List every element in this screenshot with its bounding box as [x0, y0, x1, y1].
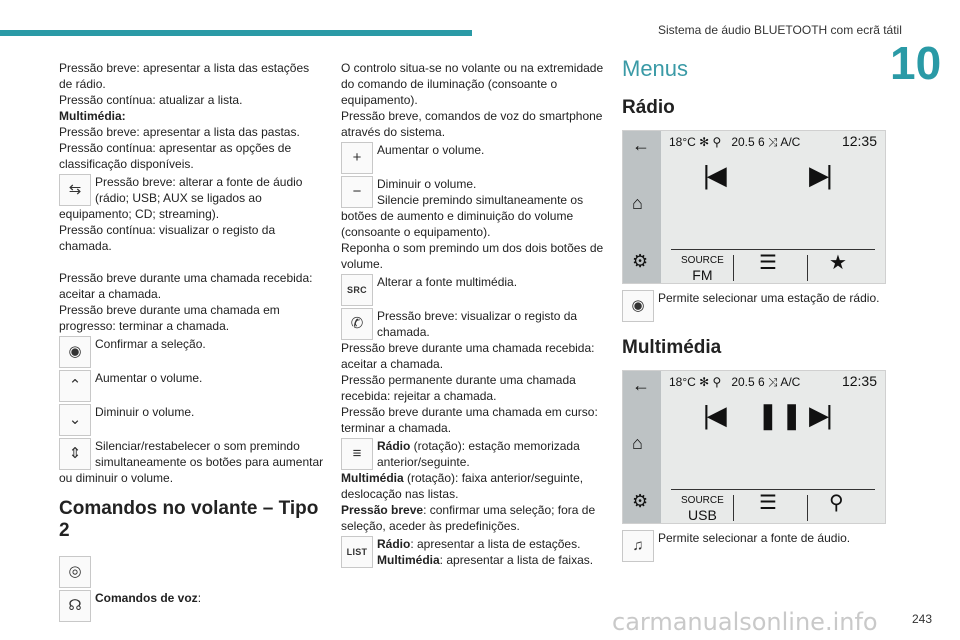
icon-row [59, 404, 325, 436]
text-line: Pressão breve durante uma chamada recebida: aceitar a chamada. [59, 271, 313, 301]
icon-row [341, 438, 605, 470]
text-line: Pressão contínua: atualizar a lista. [59, 93, 243, 107]
radio-icon: ◉ [622, 290, 654, 322]
search-icon: ⚲ [829, 492, 844, 514]
icon-row-text: Silenciar/restabelecer o som premindo simultaneamente os botões para aumentar [95, 439, 324, 469]
multimedia-caption-row [622, 530, 888, 562]
clock: 12:35 [841, 373, 877, 389]
climate-status: 18°C ✻ ⚲ 20.5 6 ⤨ A/C [669, 135, 801, 149]
text-line: equipamento; CD; streaming). [59, 207, 220, 221]
radio-caption: Permite selecionar uma estação de rádio. [658, 291, 880, 305]
chapter-number: 10 [890, 37, 942, 89]
text-line: Pressão breve: apresentar a lista das pastas. [59, 125, 300, 139]
list-icon: LIST [341, 536, 373, 568]
icon-row [341, 274, 605, 306]
list-menu-icon: ☰ [759, 492, 777, 514]
text-line: Pressão breve: apresentar a lista das estações de rádio. [59, 61, 310, 91]
next-icon: ▶| [809, 400, 830, 430]
multimedia-screen [622, 370, 886, 524]
pause-icon: ❚❚ [757, 400, 805, 430]
icon-row-text: Confirmar a seleção. [95, 337, 206, 351]
icon-row-text: Comandos de voz: [95, 591, 202, 605]
previous-icon: |◀ [703, 400, 724, 430]
radio-title: Rádio [622, 97, 675, 118]
volume-down-icon: ⌄ [59, 404, 91, 436]
page-number: 243 [912, 612, 933, 626]
radio-caption-row [622, 290, 888, 322]
home-icon: ⌂ [632, 433, 643, 453]
screen-status-bar [661, 131, 885, 151]
multimedia-title: Multimédia [622, 337, 722, 358]
icon-row-text: Diminuir o volume. Silencie premindo simultaneamente os [377, 177, 584, 207]
text-line: Pressão breve: confirmar uma seleção; fora de seleção, aceder às predefinições. [341, 503, 596, 533]
settings-icon: ⚙ [632, 251, 649, 271]
steering-switch-icon: ⇆ [59, 174, 91, 206]
plus-icon: + [341, 142, 373, 174]
icon-row-text: Pressão breve: alterar a fonte de áudio (rádio; USB; AUX se ligados ao [95, 175, 303, 205]
mute-icon: ⇕ [59, 438, 91, 470]
icon-row-text: Rádio (rotação): estação memorizada anterior/seguinte. [377, 439, 580, 469]
text-line: Pressão breve durante uma chamada em progresso: terminar a chamada. [59, 303, 280, 333]
screen-divider [671, 489, 875, 490]
text-line: Pressão permanente durante uma chamada recebida: rejeitar a chamada. [341, 373, 576, 403]
icon-row [59, 370, 325, 402]
text-line: ou diminuir o volume. [59, 471, 174, 485]
source-indicator: SOURCE USB [681, 495, 724, 523]
minus-icon: − [341, 176, 373, 208]
header-title: Sistema de áudio BLUETOOTH com ecrã tátil [658, 23, 902, 37]
screen-divider [671, 249, 875, 250]
icon-row-text: Aumentar o volume. [377, 143, 485, 157]
text-line: O controlo situa-se no volante ou na extremidade do comando de iluminação (consoante o equipamento). [341, 61, 604, 107]
section-title: Comandos no volante – Tipo 2 [59, 498, 319, 541]
text-line: Multimédia: [59, 109, 126, 123]
screen-status-bar [661, 371, 885, 391]
steering-wheel-icon: ◎ [59, 556, 91, 588]
climate-status: 18°C ✻ ⚲ 20.5 6 ⤨ A/C [669, 375, 801, 389]
text-line: Pressão breve, comandos de voz do smartphone através do sistema. [341, 109, 603, 139]
back-arrow-icon: ← [632, 135, 650, 155]
text-line: Pressão contínua: visualizar o registo da chamada. [59, 223, 276, 253]
header-accent-bar [0, 30, 472, 36]
text-line: Pressão breve durante uma chamada recebida: aceitar a chamada. [341, 341, 595, 371]
icon-row [59, 174, 325, 206]
clock: 12:35 [841, 133, 877, 149]
icon-row-text: Alterar a fonte multimédia. [377, 275, 518, 289]
icon-row [59, 336, 325, 368]
icon-row-text: Pressão breve: visualizar o registo da chamada. [377, 309, 578, 339]
back-arrow-icon: ← [632, 375, 650, 395]
multimedia-caption: Permite selecionar a fonte de áudio. [658, 531, 851, 545]
watermark: carmanualsonline.info [612, 608, 878, 636]
icon-row [59, 590, 325, 622]
favorite-radio-icon: ★ [829, 252, 847, 274]
previous-icon: |◀ [703, 160, 724, 190]
next-icon: ▶| [809, 160, 830, 190]
music-note-icon: ♫ [622, 530, 654, 562]
icon-row [59, 556, 325, 588]
menus-title: Menus [622, 56, 689, 81]
volume-up-icon: ⌃ [59, 370, 91, 402]
text-line: botões de aumento e diminuição do volume (consoante o equipamento). [341, 209, 574, 239]
icon-row-text: Diminuir o volume. [95, 405, 195, 419]
text-line: Pressão contínua: apresentar as opções de classificação disponíveis. [59, 141, 292, 171]
settings-icon: ⚙ [632, 491, 649, 511]
column-3 [622, 56, 888, 562]
icon-row [341, 176, 605, 208]
icon-row-text: Rádio: apresentar a lista de estações. Multimédia: apresentar a lista de faixas. [377, 537, 594, 567]
icon-row [341, 536, 605, 568]
text-line: Multimédia (rotação): faixa anterior/seguinte, deslocação nas listas. [341, 471, 584, 501]
icon-row [341, 142, 605, 174]
src-icon: SRC [341, 274, 373, 306]
voice-command-icon: ☊ [59, 590, 91, 622]
column-1 [59, 60, 325, 622]
icon-row-text: Aumentar o volume. [95, 371, 203, 385]
confirm-icon: ◉ [59, 336, 91, 368]
icon-row [341, 308, 605, 340]
text-line: Pressão breve durante uma chamada em curso: terminar a chamada. [341, 405, 598, 435]
source-indicator: SOURCE FM [681, 255, 724, 283]
radio-screen [622, 130, 886, 284]
column-2 [341, 60, 605, 568]
home-icon: ⌂ [632, 193, 643, 213]
phone-icon: ✆ [341, 308, 373, 340]
list-menu-icon: ☰ [759, 252, 777, 274]
icon-row [59, 438, 325, 470]
text-line: Reponha o som premindo um dos dois botões de volume. [341, 241, 604, 271]
thumbwheel-icon: ≡ [341, 438, 373, 470]
